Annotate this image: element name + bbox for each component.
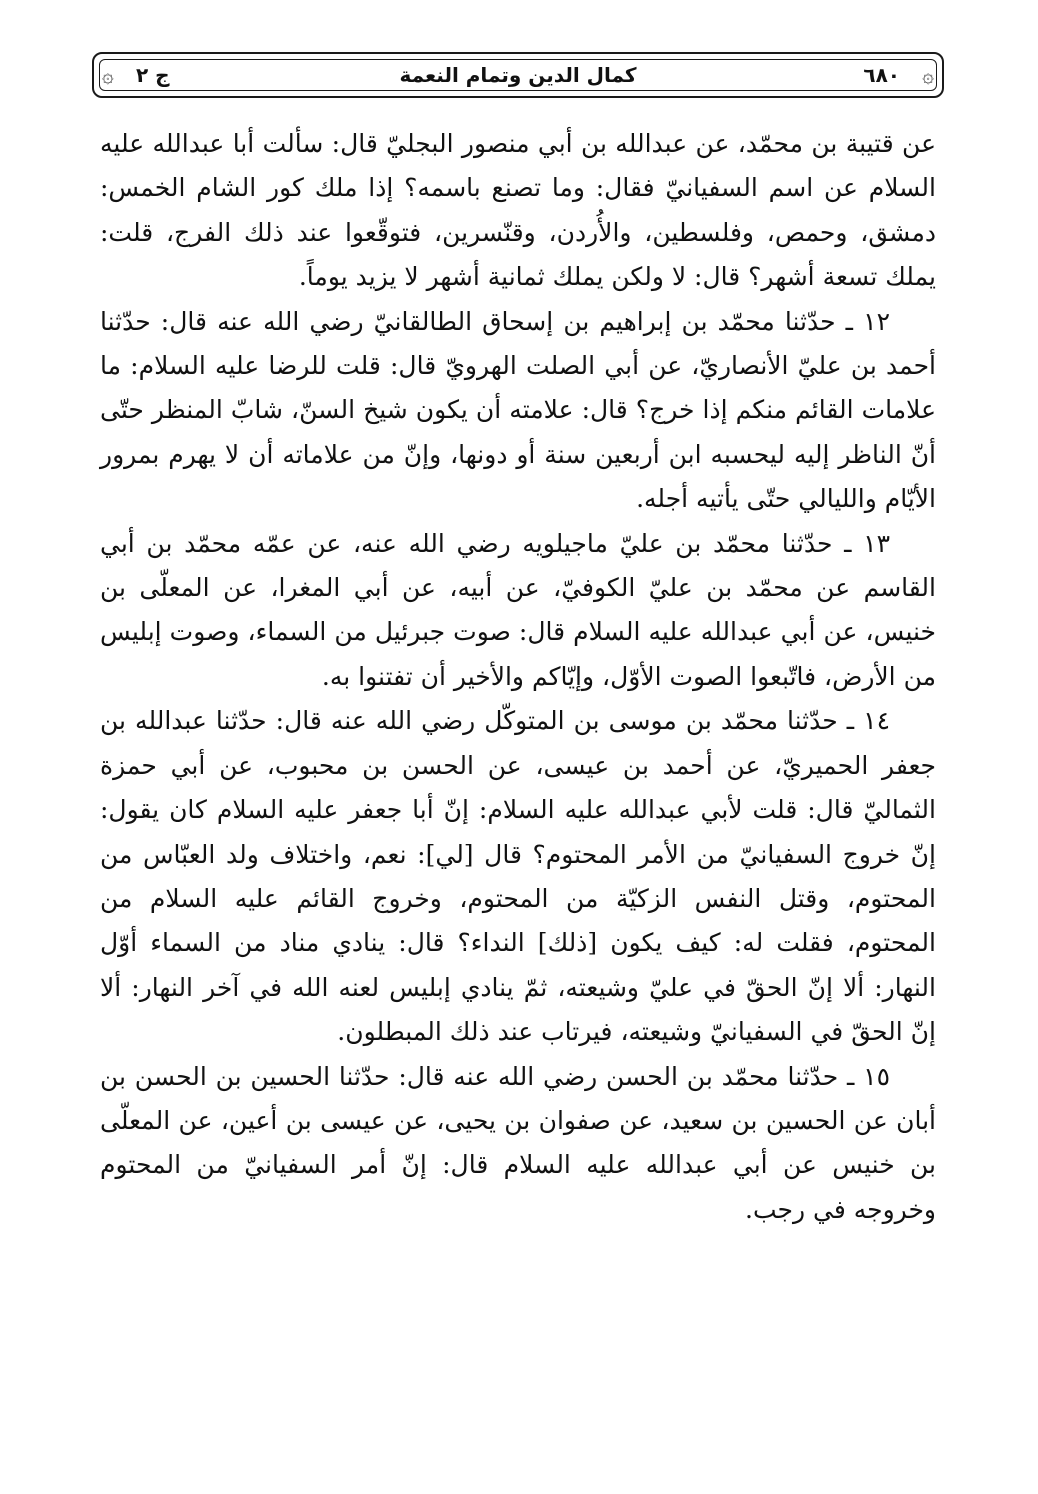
page-number: ٦٨٠: [863, 63, 900, 87]
page-body: [100, 122, 936, 1232]
running-title: كمال الدين وتمام النعمة: [399, 63, 637, 87]
paragraph: عن قتيبة بن محمّد، عن عبدالله بن أبي منصور البجليّ قال: سألت أبا عبدالله عليه السلام عن اسم السفيانيّ فقال: وما تصنع باسمه؟ إذا ملك كور الشام الخمس: دمشق، وحمص، وفلسطين، والأُردن، وقنّسرين، فتوقّعوا عند ذلك الفرج، قلت: يملك تسعة أشهر؟ قال: لا ولكن يملك ثمانية أشهر لا يزيد يوماً.: [100, 129, 936, 292]
paragraph: ١٥ ـ حدّثنا محمّد بن الحسن رضي الله عنه قال: حدّثنا الحسين بن الحسن بن أبان عن الحسين بن سعيد، عن صفوان بن يحيى، عن عيسى بن أعين، عن المعلّى بن خنيس عن أبي عبدالله عليه السلام قال: إنّ أمر السفيانيّ من المحتوم وخروجه في رجب.: [100, 1061, 936, 1224]
ornament-icon: ۞: [102, 63, 114, 87]
paragraph: ١٤ ـ حدّثنا محمّد بن موسى بن المتوكّل رضي الله عنه قال: حدّثنا عبدالله بن جعفر الحميريّ، عن أحمد بن عيسى، عن الحسن بن محبوب، عن أبي حمزة الثماليّ قال: قلت لأبي عبدالله عليه السلام: إنّ أبا جعفر عليه السلام كان يقول: إنّ خروج السفيانيّ من الأمر المحتوم؟ قال [لي]: نعم، واختلاف ولد العبّاس من المحتوم، وقتل النفس الزكيّة من المحتوم، وخروج القائم عليه السلام من المحتوم، فقلت له: كيف يكون [ذلك] النداء؟ قال: ينادي مناد من السماء أوّل النهار: ألا إنّ الحقّ في عليّ وشيعته، ثمّ ينادي إبليس لعنه الله في آخر النهار: ألا إنّ الحقّ في السفيانيّ وشيعته، فيرتاب عند ذلك المبطلون.: [100, 706, 936, 1047]
running-header: [92, 52, 944, 98]
volume-label: ج ٢: [136, 63, 170, 87]
ornament-icon: ۞: [922, 63, 934, 87]
paragraph: ١٣ ـ حدّثنا محمّد بن عليّ ماجيلويه رضي الله عنه، عن عمّه محمّد بن أبي القاسم عن محمّد بن عليّ الكوفيّ، عن أبيه، عن أبي المغرا، عن المعلّى بن خنيس، عن أبي عبدالله عليه السلام قال: صوت جبرئيل من السماء، وصوت إبليس من الأرض، فاتّبعوا الصوت الأوّل، وإيّاكم والأخير أن تفتنوا به.: [100, 528, 936, 691]
paragraph: ١٢ ـ حدّثنا محمّد بن إبراهيم بن إسحاق الطالقانيّ رضي الله عنه قال: حدّثنا أحمد بن عليّ الأنصاريّ، عن أبي الصلت الهرويّ قال: قلت للرضا عليه السلام: ما علامات القائم منكم إذا خرج؟ قال: علامته أن يكون شيخ السنّ، شابّ المنظر حتّى أنّ الناظر إليه ليحسبه ابن أربعين سنة أو دونها، وإنّ من علاماته أن لا يهرم بمرور الأيّام والليالي حتّى يأتيه أجله.: [100, 306, 937, 514]
